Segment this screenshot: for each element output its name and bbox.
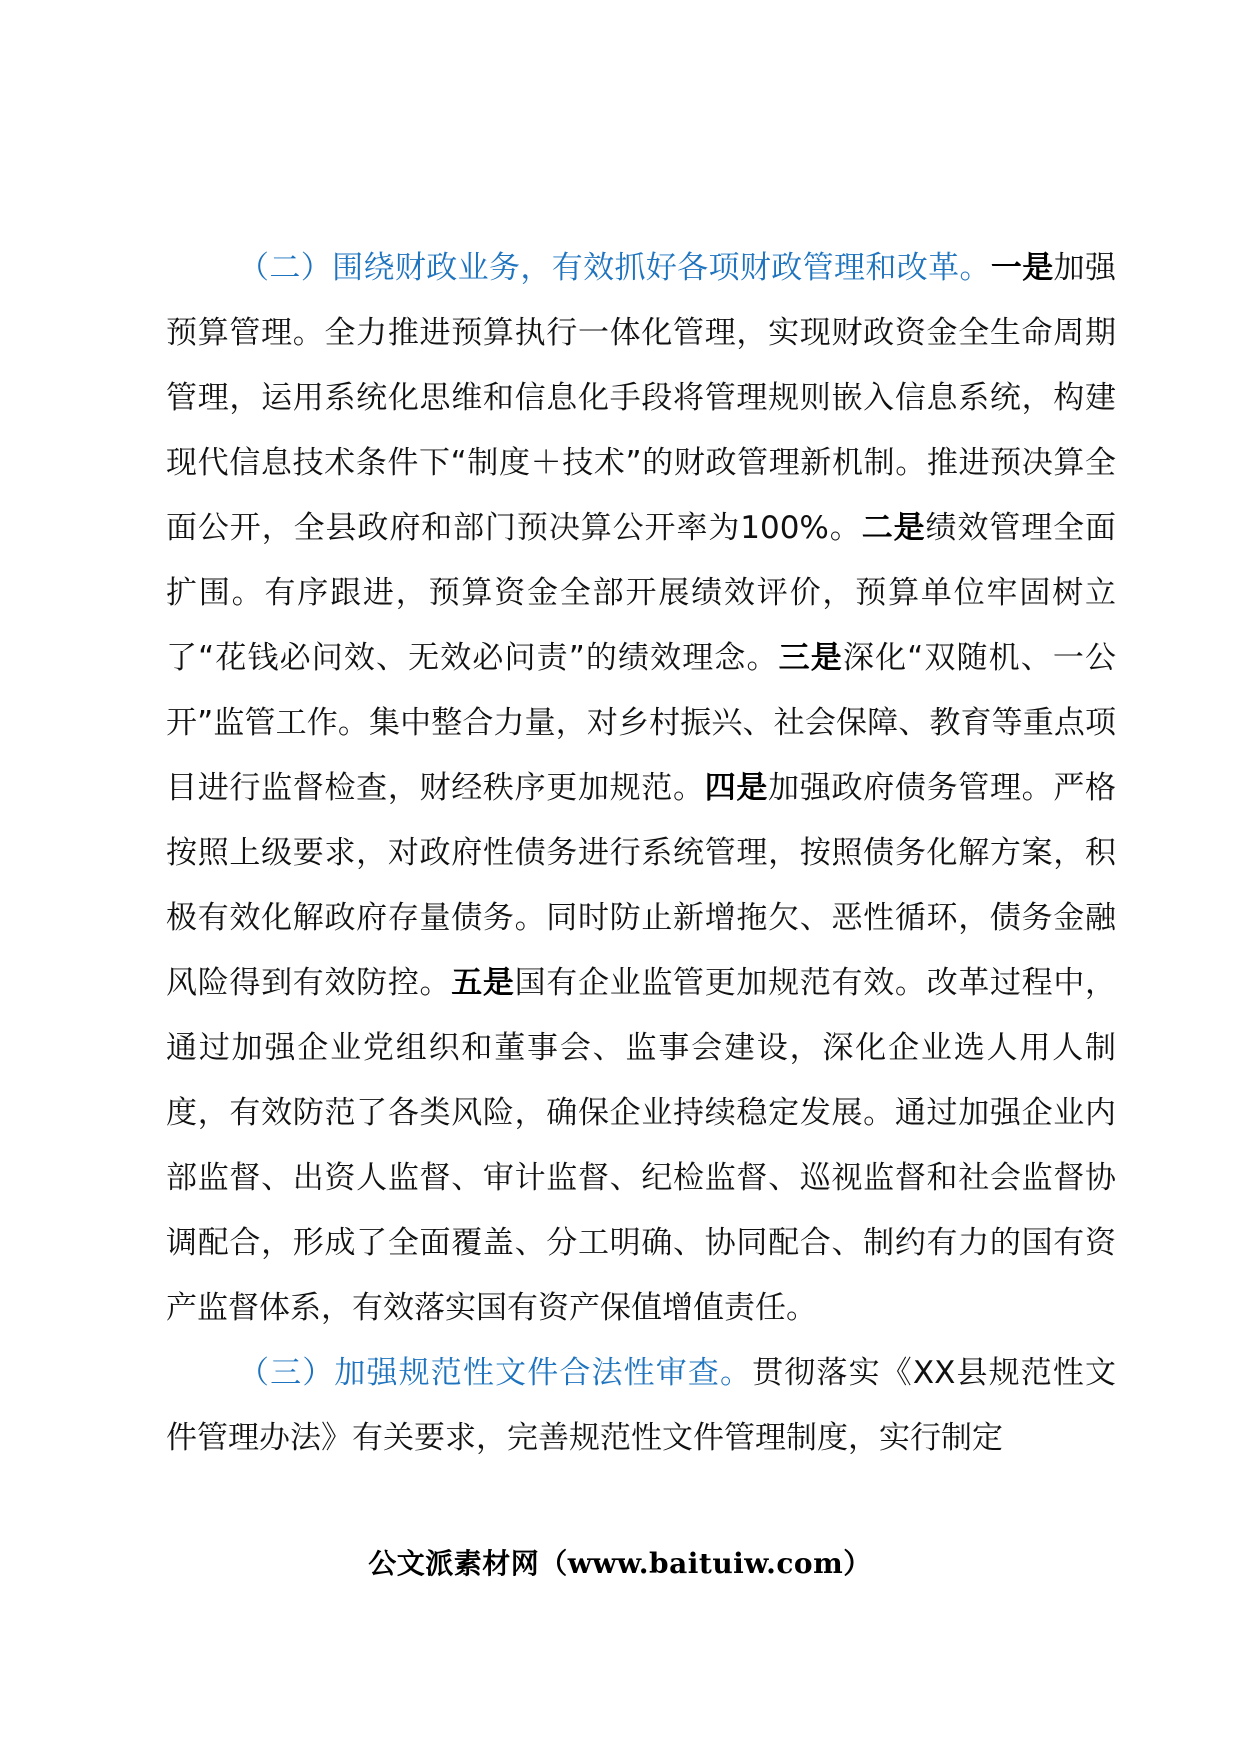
point-lead-4: 四是 [704, 770, 769, 806]
paragraph-text: 贯彻落实《XX县规范性文件管理办法》有关要求，完善规范性文件管理制度，实行制定 [166, 1355, 1116, 1456]
point-text-3: 深化“双随机、一公开”监管工作。集中整合力量，对乡村振兴、社会保障、教育等重点项目进行监督检查，财经秩序更加规范。 [166, 640, 1117, 806]
point-lead-2: 二是 [861, 510, 926, 546]
point-text-2: 绩效管理全面扩围。有序跟进，预算资金全部开展绩效评价，预算单位牢固树立了“花钱必问效、无效必问责”的绩效理念。 [166, 510, 1117, 676]
point-lead-1: 一是 [990, 250, 1054, 286]
point-lead-3: 三是 [778, 640, 843, 676]
paragraph-normative-documents [166, 1341, 1116, 1471]
point-lead-5: 五是 [451, 965, 515, 1001]
point-text-1: 加强预算管理。全力推进预算执行一体化管理，实现财政资金全生命周期管理，运用系统化思维和信息化手段将管理规则嵌入信息系统，构建现代信息技术条件下“制度＋技术”的财政管理新机制。推进预决算全面公开，全县政府和部门预决算公开率为100%。 [166, 250, 1117, 546]
section-heading-2: （二）围绕财政业务，有效抓好各项财政管理和改革。 [238, 250, 991, 286]
point-text-5: 国有企业监管更加规范有效。改革过程中，通过加强企业党组织和董事会、监事会建设，深化企业选人用人制度，有效防范了各类风险，确保企业持续稳定发展。通过加强企业内部监督、出资人监督、审计监督、纪检监督、巡视监督和社会监督协调配合，形成了全面覆盖、分工明确、协同配合、制约有力的国有资产监督体系，有效落实国有资产保值增值责任。 [166, 965, 1117, 1326]
paragraph-finance-business [166, 236, 1116, 1341]
section-heading-3: （三）加强规范性文件合法性审查。 [238, 1355, 753, 1391]
point-text-4: 加强政府债务管理。严格按照上级要求，对政府性债务进行系统管理，按照债务化解方案，积极有效化解政府存量债务。同时防止新增拖欠、恶性循环，债务金融风险得到有效防控。 [166, 770, 1117, 1001]
document-body [166, 236, 1116, 1471]
footer-watermark: 公文派素材网（www.baituiw.com） [368, 1547, 872, 1580]
